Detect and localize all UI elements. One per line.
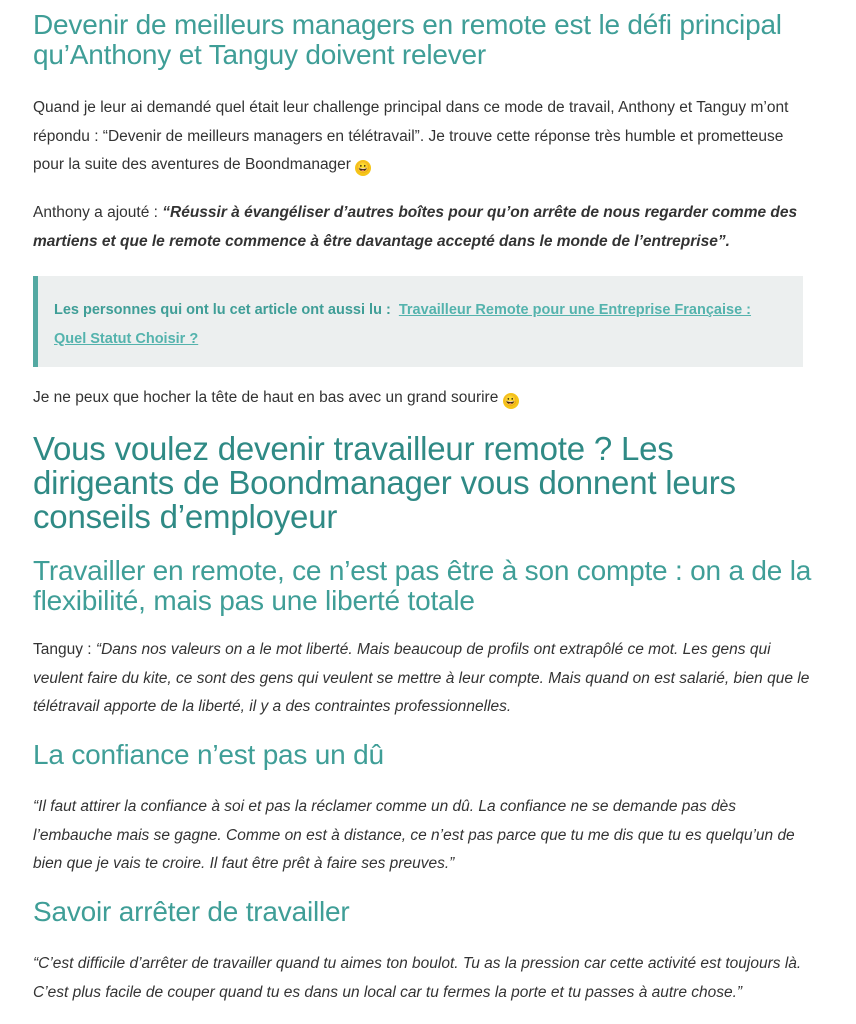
paragraph-stop-working-quote: “C’est difficile d’arrêter de travailler quand tu aimes ton boulot. Tu as la pression car cette activité est toujours là. C’est plus facile de couper quand tu es dans un local car tu fermes la porte et tu passes à autre chose.” — [33, 955, 802, 1001]
paragraph-tanguy-quote: Tanguy : “Dans nos valeurs on a le mot liberté. Mais beaucoup de profils ont extrapôlé ce mot. Les gens qui veulent faire du kite, ce sont des gens qui veulent se mettre à leur compte. Mais quand on est salarié, bien que le télétravail apporte de la liberté, il y a des contraintes professionnelles. — [33, 641, 810, 715]
related-article-callout — [33, 276, 803, 367]
related-article-link[interactable]: Travailleur Remote pour une Entreprise Française : Quel Statut Choisir ? — [54, 302, 752, 347]
paragraph-trust-quote: “Il faut attirer la confiance à soi et pas la réclamer comme un dû. La confiance ne se demande pas dès l’embauche mais se gagne. Comme on est à distance, ce n’est pas parce que tu me dis que tu es quelqu’un de bien que je vais te croire. Il faut être prêt à faire ses preuves.” — [33, 798, 795, 872]
tanguy-quote: “Dans nos valeurs on a le mot liberté. Mais beaucoup de profils ont extrapôlé ce mot. Les gens qui veulent faire du kite, ce sont des gens qui veulent se mettre à leur compte. Mais quand on est salarié, bien que le télétravail apporte de la liberté, il y a des contraintes professionnelles. — [33, 641, 810, 715]
grinning-face-emoji-icon: 😀 — [503, 395, 518, 407]
paragraph-anthony-quote: Anthony a ajouté : “Réussir à évangéliser d’autres boîtes pour qu’on arrête de nous regarder comme des martiens et que le remote commence à être davantage accepté dans le monde de l’entreprise”. — [33, 204, 798, 250]
section-heading-managers: Devenir de meilleurs managers en remote est le défi principal qu’Anthony et Tanguy doivent relever — [33, 9, 782, 70]
grinning-face-emoji-icon: 😀 — [356, 162, 371, 174]
paragraph-smile: Je ne peux que hocher la tête de haut en bas avec un grand sourire 😀 — [33, 389, 518, 407]
section-heading-trust: La confiance n’est pas un dû — [33, 739, 384, 770]
section-heading-stop-working: Savoir arrêter de travailler — [33, 896, 350, 927]
main-heading-advice: Vous voulez devenir travailleur remote ? Les dirigeants de Boondmanager vous donnent leurs conseils d’employeur — [33, 430, 736, 535]
section-heading-flexibility: Travailler en remote, ce n’est pas être à son compte : on a de la flexibilité, mais pas une liberté totale — [33, 555, 812, 616]
paragraph-challenge: Quand je leur ai demandé quel était leur challenge principal dans ce mode de travail, Anthony et Tanguy m’ont répondu : “Devenir de meilleurs managers en télétravail”. Je trouve cette réponse très humble et prometteuse pour la suite des aventures de Boondmanager 😀 — [33, 99, 789, 174]
anthony-quote: “Réussir à évangéliser d’autres boîtes pour qu’on arrête de nous regarder comme des martiens et que le remote commence à être davantage accepté dans le monde de l’entreprise”. — [33, 204, 798, 250]
related-article-label: Les personnes qui ont lu cet article ont aussi lu : — [54, 302, 391, 318]
